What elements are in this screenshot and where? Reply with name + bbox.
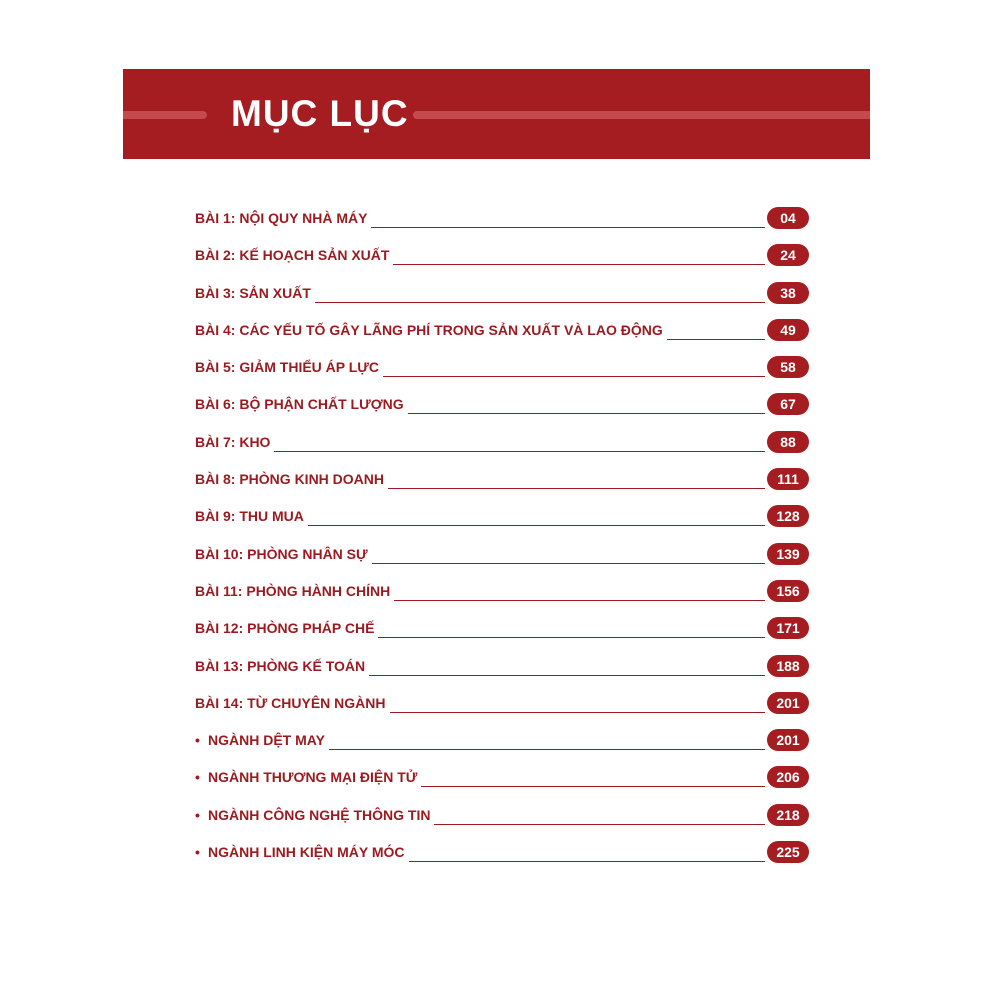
- toc-entry[interactable]: [195, 651, 809, 688]
- toc-leader-line: [388, 464, 765, 489]
- page-number-badge: 67: [767, 393, 809, 415]
- toc-entry-label: BÀI 8: PHÒNG KINH DOANH: [195, 471, 385, 488]
- toc-entry-label: BÀI 14: TỪ CHUYÊN NGÀNH: [195, 694, 386, 711]
- title-banner: [123, 69, 870, 159]
- toc-leader-line: [394, 576, 765, 601]
- toc-entry[interactable]: [195, 576, 809, 613]
- toc-entry[interactable]: [195, 352, 809, 389]
- toc-leader-line: [274, 427, 765, 452]
- toc-leader-line: [329, 725, 765, 750]
- page-number-badge: 171: [767, 617, 809, 639]
- page-number-badge: 201: [767, 692, 809, 714]
- page-number-badge: 201: [767, 729, 809, 751]
- toc-leader-line: [378, 613, 765, 638]
- toc-entry[interactable]: [195, 539, 809, 576]
- page-number-badge: 218: [767, 804, 809, 826]
- toc-entry[interactable]: [195, 203, 809, 240]
- toc-subentry-label: • NGÀNH LINH KIỆN MÁY MÓC: [195, 837, 407, 867]
- page-number-badge: 206: [767, 766, 809, 788]
- table-of-contents: [195, 203, 809, 874]
- toc-entry-label: BÀI 3: SẢN XUẤT: [195, 284, 311, 301]
- page-number-badge: 38: [767, 282, 809, 304]
- page-number-badge: 24: [767, 244, 809, 266]
- toc-leader-line: [421, 762, 765, 787]
- toc-entry-label: BÀI 9: THU MUA: [195, 508, 304, 525]
- toc-leader-line: [371, 203, 765, 228]
- toc-subentry-label: • NGÀNH THƯƠNG MẠI ĐIỆN TỬ: [195, 762, 419, 792]
- toc-entry-label: BÀI 11: PHÒNG HÀNH CHÍNH: [195, 582, 391, 599]
- toc-entry-label: BÀI 5: GIẢM THIỂU ÁP LỰC: [195, 359, 380, 376]
- toc-entry[interactable]: [195, 389, 809, 426]
- toc-subentry-label: • NGÀNH DỆT MAY: [195, 725, 327, 755]
- toc-entry[interactable]: [195, 725, 809, 762]
- toc-entry-label: BÀI 10: PHÒNG NHÂN SỰ: [195, 545, 368, 562]
- toc-leader-line: [390, 688, 765, 713]
- toc-entry-label: BÀI 13: PHÒNG KẾ TOÁN: [195, 657, 366, 674]
- toc-leader-line: [369, 651, 765, 676]
- toc-entry-label: BÀI 1: NỘI QUY NHÀ MÁY: [195, 210, 368, 226]
- page-title: MỤC LỤC: [231, 93, 409, 134]
- page-number-badge: 58: [767, 356, 809, 378]
- page-number-badge: 156: [767, 580, 809, 602]
- toc-entry[interactable]: [195, 278, 809, 315]
- toc-leader-line: [308, 501, 765, 526]
- toc-entry[interactable]: [195, 613, 809, 650]
- toc-leader-line: [383, 352, 765, 377]
- toc-entry-label: BÀI 6: BỘ PHẬN CHẤT LƯỢNG: [195, 396, 404, 413]
- toc-entry[interactable]: [195, 464, 809, 501]
- toc-entry[interactable]: [195, 315, 809, 352]
- page-number-badge: 188: [767, 655, 809, 677]
- toc-entry[interactable]: [195, 800, 809, 837]
- banner-decor-line-right: [413, 111, 870, 119]
- toc-entry-label: BÀI 4: CÁC YẾU TỐ GÂY LÃNG PHÍ TRONG SẢN XUẤT VÀ LAO ĐỘNG: [195, 321, 663, 338]
- page-number-badge: 111: [767, 468, 809, 490]
- toc-entry-label: BÀI 7: KHO: [195, 433, 271, 450]
- toc-leader-line: [408, 389, 765, 414]
- page-number-badge: 225: [767, 841, 809, 863]
- toc-leader-line: [372, 539, 765, 564]
- page-number-badge: 139: [767, 543, 809, 565]
- toc-subentry-label: • NGÀNH CÔNG NGHỆ THÔNG TIN: [195, 800, 432, 830]
- toc-entry[interactable]: [195, 762, 809, 799]
- page-number-badge: 88: [767, 431, 809, 453]
- page-number-badge: 04: [767, 207, 809, 229]
- toc-entry-label: BÀI 12: PHÒNG PHÁP CHẾ: [195, 620, 375, 637]
- toc-leader-line: [434, 800, 765, 825]
- toc-entry[interactable]: [195, 240, 809, 277]
- toc-entry-label: BÀI 2: KẾ HOẠCH SẢN XUẤT: [195, 247, 390, 264]
- toc-entry[interactable]: [195, 837, 809, 874]
- toc-leader-line: [409, 837, 765, 862]
- toc-leader-line: [315, 278, 765, 303]
- toc-entry[interactable]: [195, 427, 809, 464]
- toc-leader-line: [393, 240, 765, 265]
- toc-entry[interactable]: [195, 501, 809, 538]
- banner-decor-line-left: [123, 111, 207, 119]
- page-number-badge: 49: [767, 319, 809, 341]
- toc-entry[interactable]: [195, 688, 809, 725]
- page-number-badge: 128: [767, 505, 809, 527]
- toc-leader-line: [667, 315, 765, 340]
